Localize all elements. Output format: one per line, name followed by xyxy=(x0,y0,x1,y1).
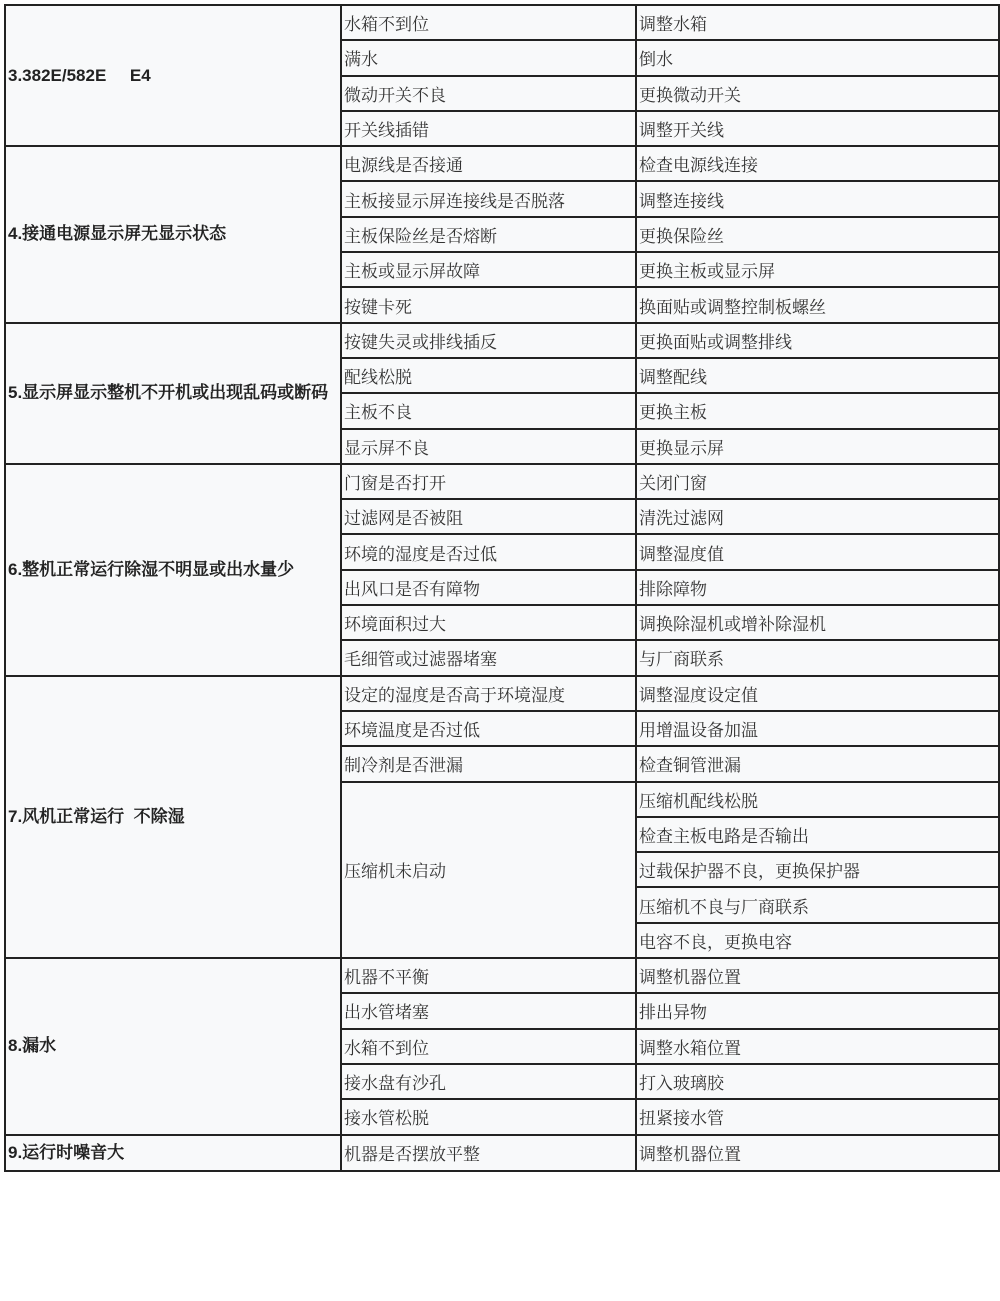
cause-cell: 满水 xyxy=(341,40,636,75)
cause-cell: 环境面积过大 xyxy=(341,605,636,640)
fix-cell: 更换微动开关 xyxy=(636,76,999,111)
table-row xyxy=(5,464,999,499)
cause-cell: 机器不平衡 xyxy=(341,958,636,993)
fix-cell: 调整开关线 xyxy=(636,111,999,146)
fix-cell: 更换主板或显示屏 xyxy=(636,252,999,287)
cause-cell: 毛细管或过滤器堵塞 xyxy=(341,640,636,675)
cause-cell-grouped: 压缩机未启动 xyxy=(341,782,636,958)
fix-cell: 调整湿度设定值 xyxy=(636,676,999,711)
fault-title: 5.显示屏显示整机不开机或出现乱码或断码 xyxy=(5,323,341,464)
fix-cell: 与厂商联系 xyxy=(636,640,999,675)
fix-cell: 用增温设备加温 xyxy=(636,711,999,746)
fix-cell: 压缩机配线松脱 xyxy=(636,782,999,817)
fix-cell: 清洗过滤网 xyxy=(636,499,999,534)
table-row xyxy=(5,676,999,711)
troubleshooting-table-body xyxy=(5,5,999,1171)
fix-cell: 调整配线 xyxy=(636,358,999,393)
fault-title: 4.接通电源显示屏无显示状态 xyxy=(5,146,341,322)
fault-title: 6.整机正常运行除湿不明显或出水量少 xyxy=(5,464,341,676)
fix-cell: 打入玻璃胶 xyxy=(636,1064,999,1099)
cause-cell: 主板保险丝是否熔断 xyxy=(341,217,636,252)
fix-cell: 电容不良，更换电容 xyxy=(636,923,999,958)
cause-cell: 按键卡死 xyxy=(341,287,636,322)
cause-cell: 过滤网是否被阻 xyxy=(341,499,636,534)
fix-cell: 排出异物 xyxy=(636,993,999,1028)
fix-cell: 换面贴或调整控制板螺丝 xyxy=(636,287,999,322)
cause-cell: 机器是否摆放平整 xyxy=(341,1135,636,1171)
fix-cell: 压缩机不良与厂商联系 xyxy=(636,887,999,922)
cause-cell: 接水盘有沙孔 xyxy=(341,1064,636,1099)
fix-cell: 更换主板 xyxy=(636,393,999,428)
cause-cell: 出风口是否有障物 xyxy=(341,570,636,605)
table-row xyxy=(5,1135,999,1171)
cause-cell: 制冷剂是否泄漏 xyxy=(341,746,636,781)
cause-cell: 门窗是否打开 xyxy=(341,464,636,499)
fix-cell: 检查主板电路是否输出 xyxy=(636,817,999,852)
fault-title: 7.风机正常运行 不除湿 xyxy=(5,676,341,958)
cause-cell: 主板不良 xyxy=(341,393,636,428)
cause-cell: 环境的湿度是否过低 xyxy=(341,534,636,569)
fix-cell: 关闭门窗 xyxy=(636,464,999,499)
cause-cell: 设定的湿度是否高于环境湿度 xyxy=(341,676,636,711)
cause-cell: 主板或显示屏故障 xyxy=(341,252,636,287)
fix-cell: 调整连接线 xyxy=(636,181,999,216)
cause-cell: 配线松脱 xyxy=(341,358,636,393)
fix-cell: 调整机器位置 xyxy=(636,958,999,993)
fix-cell: 调整机器位置 xyxy=(636,1135,999,1171)
fix-cell: 调整水箱 xyxy=(636,5,999,40)
fix-cell: 调整水箱位置 xyxy=(636,1029,999,1064)
cause-cell: 显示屏不良 xyxy=(341,429,636,464)
fix-cell: 调换除湿机或增补除湿机 xyxy=(636,605,999,640)
cause-cell: 环境温度是否过低 xyxy=(341,711,636,746)
cause-cell: 水箱不到位 xyxy=(341,1029,636,1064)
table-row xyxy=(5,323,999,358)
fix-cell: 检查铜管泄漏 xyxy=(636,746,999,781)
cause-cell: 电源线是否接通 xyxy=(341,146,636,181)
fault-title: 8.漏水 xyxy=(5,958,341,1134)
fix-cell: 倒水 xyxy=(636,40,999,75)
fault-title: 9.运行时噪音大 xyxy=(5,1135,341,1171)
table-row xyxy=(5,5,999,40)
cause-cell: 主板接显示屏连接线是否脱落 xyxy=(341,181,636,216)
cause-cell: 开关线插错 xyxy=(341,111,636,146)
fix-cell: 扭紧接水管 xyxy=(636,1099,999,1134)
cause-cell: 微动开关不良 xyxy=(341,76,636,111)
table-row xyxy=(5,958,999,993)
cause-cell: 接水管松脱 xyxy=(341,1099,636,1134)
fix-cell: 更换保险丝 xyxy=(636,217,999,252)
fix-cell: 调整湿度值 xyxy=(636,534,999,569)
fault-title: 3.382E/582E E4 xyxy=(5,5,341,146)
cause-cell: 按键失灵或排线插反 xyxy=(341,323,636,358)
fix-cell: 更换面贴或调整排线 xyxy=(636,323,999,358)
fix-cell: 过载保护器不良，更换保护器 xyxy=(636,852,999,887)
fix-cell: 检查电源线连接 xyxy=(636,146,999,181)
cause-cell: 出水管堵塞 xyxy=(341,993,636,1028)
table-row xyxy=(5,146,999,181)
fix-cell: 更换显示屏 xyxy=(636,429,999,464)
cause-cell: 水箱不到位 xyxy=(341,5,636,40)
troubleshooting-table xyxy=(4,4,1000,1172)
fix-cell: 排除障物 xyxy=(636,570,999,605)
